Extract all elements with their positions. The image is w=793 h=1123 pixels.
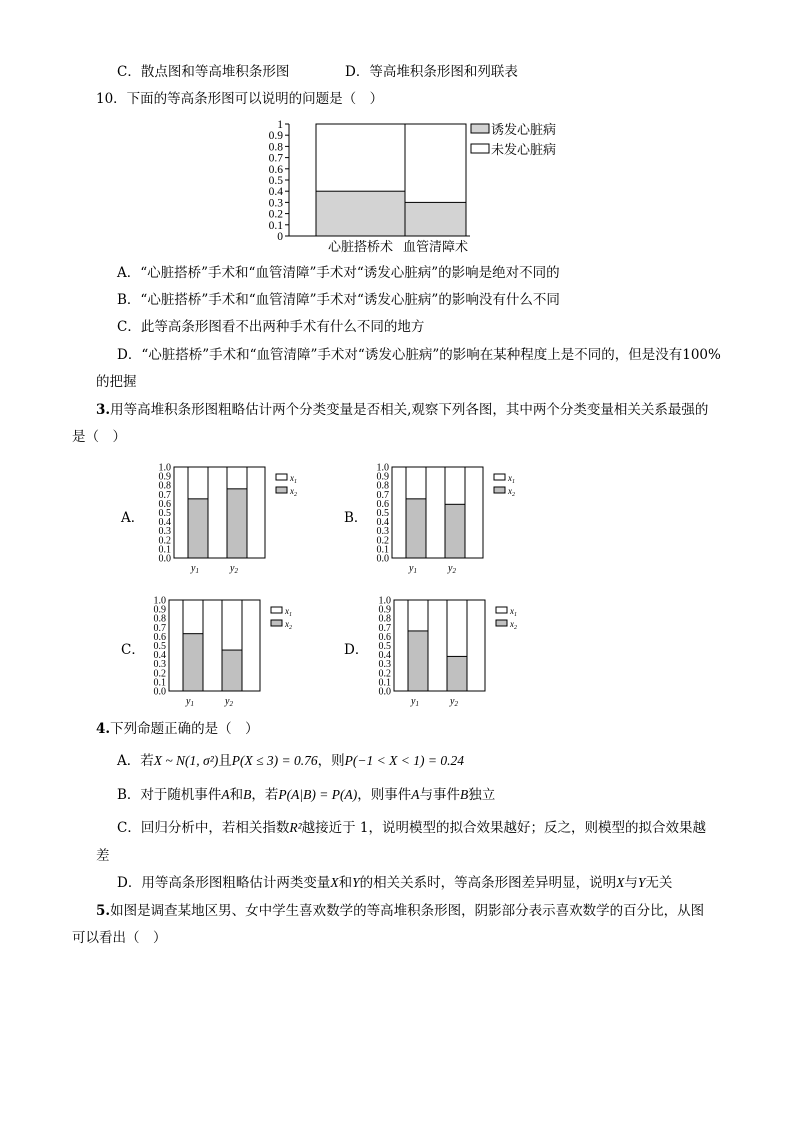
q3-label-c: C．	[121, 642, 145, 658]
y-tick-label: 0.4	[376, 517, 389, 529]
y-tick-label: 0.6	[376, 498, 389, 510]
y-tick-label: 0.8	[158, 480, 171, 492]
y-tick-label: 0.6	[158, 498, 171, 510]
q4-d-var-y: Y	[352, 875, 360, 890]
category-label: $y_2$	[225, 696, 233, 708]
bar-x2	[406, 499, 426, 558]
q4-d-var-x2: X	[616, 875, 625, 890]
y-tick-label: 1	[277, 119, 283, 131]
q4-b-if: ，若	[251, 787, 279, 803]
y-tick-label: 1.0	[376, 462, 389, 474]
legend-swatch	[494, 487, 505, 493]
q4-a-math-given: P(X ≤ 3) = 0.76	[231, 753, 318, 768]
category-label: $y_1$	[411, 696, 419, 708]
legend-label: 未发心脏病	[491, 143, 557, 158]
y-tick-label: 1.0	[378, 595, 391, 607]
y-tick-label: 1.0	[153, 595, 166, 607]
q4-stem	[96, 720, 259, 738]
q3-chart-d	[368, 594, 548, 712]
y-tick-label: 0.0	[376, 553, 389, 565]
y-tick-label: 0.8	[268, 141, 283, 154]
y-tick-label: 0.2	[376, 535, 389, 547]
y-tick-label: 0.5	[268, 175, 283, 187]
bar-x2	[445, 504, 465, 558]
q4-d-mid: 的相关关系时，等高条形图差异明显，说明	[359, 875, 617, 891]
y-tick-label: 0.7	[158, 489, 171, 501]
legend-swatch	[496, 607, 507, 613]
bar-x2	[227, 489, 247, 558]
legend-swatch	[494, 474, 505, 480]
y-tick-label: 0.9	[378, 604, 391, 616]
q4-d-with: 与	[624, 875, 638, 891]
q4-b-prefix: B．对于随机事件	[117, 787, 222, 803]
q4-d-var-x: X	[330, 875, 339, 890]
bar-x2	[447, 656, 467, 691]
q10-option-d: D．“心脏搭桥”手术和“血管清障”手术对“诱发心脏病”的影响在某种程度上是不同的，但是没有100%	[117, 347, 721, 363]
y-tick-label: 0.4	[158, 517, 171, 529]
legend-label: $x_1$	[508, 473, 515, 485]
q4-a-and: 且	[218, 753, 232, 769]
y-tick-label: 0	[277, 231, 283, 243]
y-tick-label: 0.5	[153, 641, 166, 652]
q5-stem-text: 如图是调查某地区男、女中学生喜欢数学的等高堆积条形图，阴影部分表示喜欢数学的百分比，从图	[110, 903, 705, 919]
q3-label-b: B．	[344, 510, 368, 526]
category-label: $y_2$	[230, 563, 238, 575]
y-tick-label: 0.7	[153, 622, 166, 634]
y-tick-label: 0.3	[153, 659, 166, 671]
q3-number: 3.	[96, 402, 111, 418]
y-tick-label: 0.9	[268, 130, 283, 143]
y-tick-label: 0.5	[378, 641, 391, 652]
prev-option-c: C．散点图和等高堆积条形图	[117, 64, 290, 80]
legend-label: $x_2$	[285, 619, 292, 631]
y-tick-label: 0.0	[378, 686, 391, 698]
y-tick-label: 0.0	[158, 553, 171, 565]
legend-label: $x_2$	[508, 486, 515, 498]
y-tick-label: 1.0	[158, 462, 171, 474]
q4-option-d	[117, 874, 672, 892]
q4-d-end: 无关	[645, 875, 673, 891]
legend-label: $x_2$	[290, 486, 297, 498]
bar-x2	[188, 499, 208, 558]
q4-option-b	[117, 786, 495, 804]
q3-stem-cont: 是（ ）	[72, 429, 126, 445]
q4-c-r2: R²	[289, 820, 302, 835]
q4-b-var-a2: A	[411, 787, 420, 802]
q4-stem-text: 下列命题正确的是（ ）	[110, 721, 259, 737]
y-tick-label: 0.1	[268, 219, 283, 232]
y-tick-label: 0.9	[376, 471, 389, 483]
category-label: $y_2$	[448, 563, 456, 575]
y-tick-label: 0.3	[376, 526, 389, 538]
q4-a-prefix: A．若	[117, 753, 154, 769]
q4-a-math-result: P(−1 < X < 1) = 0.24	[344, 753, 464, 768]
q5-stem	[96, 902, 704, 920]
bar-x2	[183, 634, 203, 691]
q10-option-b: B．“心脏搭桥”手术和“血管清障”手术对“诱发心脏病”的影响没有什么不同	[117, 292, 560, 308]
y-tick-label: 0.9	[158, 471, 171, 483]
y-tick-label: 0.1	[153, 677, 166, 689]
q4-a-math-dist: X ~ N(1, σ²)	[153, 753, 219, 768]
y-tick-label: 0.1	[378, 677, 391, 689]
q3-label-a: A．	[121, 510, 145, 526]
category-label: $y_2$	[450, 696, 458, 708]
q10-option-a: A．“心脏搭桥”手术和“血管清障”手术对“诱发心脏病”的影响是绝对不同的	[117, 265, 560, 281]
q5-number: 5.	[96, 903, 111, 919]
category-label: $y_1$	[186, 696, 194, 708]
bar-诱发心脏病	[316, 191, 405, 236]
y-tick-label: 0.5	[158, 508, 171, 519]
legend-swatch	[271, 620, 282, 626]
q4-d-prefix: D．用等高条形图粗略估计两类变量	[117, 875, 331, 891]
y-tick-label: 0.4	[153, 650, 166, 662]
q4-c-prefix: C．回归分析中，若相关指数	[117, 820, 290, 836]
q4-a-then: ，则	[317, 753, 345, 769]
y-tick-label: 0.3	[158, 526, 171, 538]
q4-b-var-b: B	[243, 787, 252, 802]
q4-b-end: 独立	[468, 787, 496, 803]
legend-swatch	[471, 144, 489, 153]
y-tick-label: 0.9	[153, 604, 166, 616]
y-tick-label: 0.7	[268, 152, 283, 165]
legend-swatch	[496, 620, 507, 626]
q4-d-var-y2: Y	[637, 875, 646, 890]
q3-stem-text: 用等高堆积条形图粗略估计两个分类变量是否相关,观察下列各图，其中两个分类变量相关关系最强的	[110, 402, 709, 418]
q4-b-then: ，则事件	[357, 787, 412, 803]
y-tick-label: 0.7	[376, 489, 389, 501]
bar-x2	[408, 631, 428, 691]
bar-诱发心脏病	[405, 202, 466, 236]
legend-swatch	[276, 474, 287, 480]
category-label: $y_1$	[191, 563, 199, 575]
y-tick-label: 0.6	[378, 631, 391, 643]
q5-stem-cont: 可以看出（ ）	[72, 930, 167, 946]
y-tick-label: 0.6	[268, 163, 283, 176]
y-tick-label: 0.6	[153, 631, 166, 643]
y-tick-label: 0.5	[376, 508, 389, 519]
bar-x2	[222, 650, 242, 691]
y-tick-label: 0.0	[153, 686, 166, 698]
y-tick-label: 0.8	[378, 613, 391, 625]
q3-chart-c	[143, 594, 323, 712]
q4-b-var-b2: B	[459, 787, 469, 802]
q4-option-c-cont: 差	[96, 848, 110, 864]
y-tick-label: 0.4	[378, 650, 391, 662]
legend-swatch	[276, 487, 287, 493]
y-tick-label: 0.2	[158, 535, 171, 547]
q4-c-rest: 越接近于 1，说明模型的拟合效果越好；反之，则模型的拟合效果越	[301, 820, 707, 836]
y-tick-label: 0.7	[378, 622, 391, 634]
q4-b-and: 和	[229, 787, 244, 803]
q10-chart	[255, 112, 575, 260]
y-tick-label: 0.4	[268, 186, 283, 199]
y-tick-label: 0.3	[268, 197, 283, 210]
legend-swatch	[271, 607, 282, 613]
q4-b-var-a: A	[221, 787, 230, 802]
q4-option-c	[117, 819, 706, 837]
q3-chart-b	[366, 461, 546, 579]
q10-option-d-cont: 的把握	[96, 374, 137, 390]
legend-label: $x_1$	[510, 606, 517, 618]
y-tick-label: 0.8	[153, 613, 166, 625]
legend-label: 诱发心脏病	[491, 123, 557, 138]
q3-stem	[96, 401, 708, 419]
q4-d-and: 和	[338, 875, 353, 891]
category-label: 心脏搭桥术	[327, 240, 394, 255]
y-tick-label: 0.8	[376, 480, 389, 492]
y-tick-label: 0.1	[158, 544, 171, 556]
y-tick-label: 0.2	[268, 208, 283, 221]
q10-stem: 10．下面的等高条形图可以说明的问题是（ ）	[96, 91, 384, 107]
legend-swatch	[471, 124, 489, 133]
q4-number: 4.	[96, 721, 111, 737]
y-tick-label: 0.3	[378, 659, 391, 671]
category-label: $y_1$	[409, 563, 417, 575]
q3-chart-a	[148, 461, 328, 579]
legend-label: $x_2$	[510, 619, 517, 631]
q4-b-with: 与事件	[419, 787, 460, 803]
q3-label-d: D．	[344, 642, 369, 658]
legend-label: $x_1$	[290, 473, 297, 485]
q4-b-math: P(A|B) = P(A)	[278, 787, 358, 802]
q4-option-a	[117, 752, 464, 770]
category-label: 血管清障术	[402, 240, 469, 255]
legend-label: $x_1$	[285, 606, 292, 618]
prev-option-d: D．等高堆积条形图和列联表	[345, 64, 518, 80]
y-tick-label: 0.2	[153, 668, 166, 680]
q10-option-c: C．此等高条形图看不出两种手术有什么不同的地方	[117, 319, 425, 335]
y-tick-label: 0.1	[376, 544, 389, 556]
y-tick-label: 0.2	[378, 668, 391, 680]
